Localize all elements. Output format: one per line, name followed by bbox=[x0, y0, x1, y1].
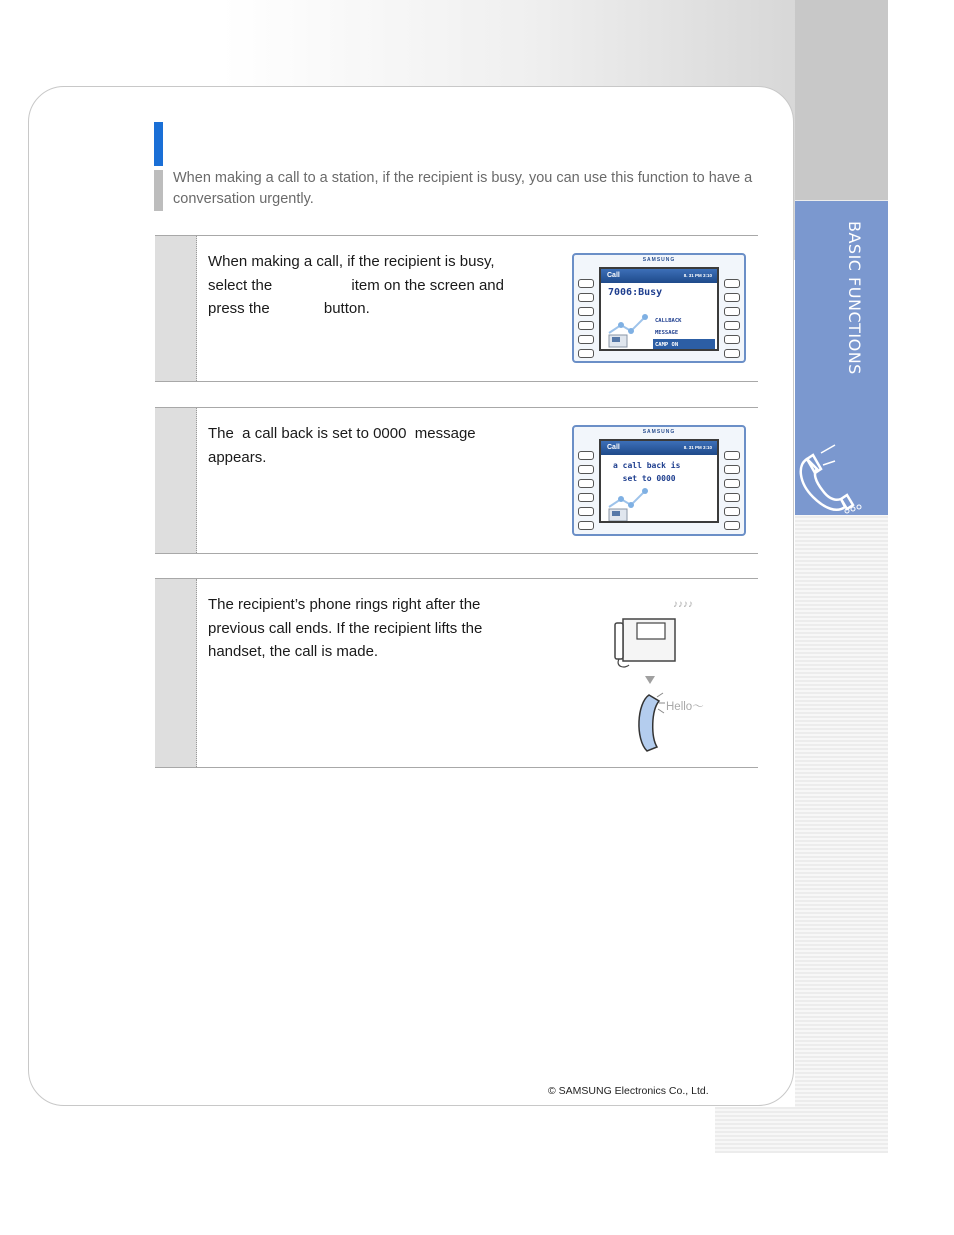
lcd-screen bbox=[599, 267, 719, 351]
step-number-cell bbox=[155, 236, 197, 381]
left-softkeys bbox=[578, 451, 594, 535]
ringing-notes: ♪♪♪♪ bbox=[673, 599, 693, 610]
desk-phone-icon bbox=[611, 611, 681, 671]
step-line: handset, the call is made. bbox=[208, 643, 379, 660]
lcd-header-time: 8. 31 PM 3:10 bbox=[683, 445, 712, 450]
bottom-margin-strip bbox=[715, 1107, 888, 1153]
step-line: The a call back is set to 0000 message bbox=[208, 425, 476, 442]
lcd-menu bbox=[653, 315, 715, 351]
step-line: When making a call, if the recipient is busy, bbox=[208, 253, 495, 270]
step-3 bbox=[155, 578, 758, 768]
step-number-cell bbox=[155, 579, 197, 767]
lcd-header-title: Call bbox=[607, 272, 620, 279]
step-2-text bbox=[208, 422, 538, 469]
step-line: appears. bbox=[208, 448, 267, 466]
intro-text: When making a call to a station, if the recipient is busy, you can use this function to have a conversation urgently. bbox=[173, 170, 753, 207]
busy-status: 7006:Busy bbox=[608, 287, 663, 298]
right-softkeys bbox=[724, 451, 740, 535]
lcd-header-title: Call bbox=[607, 444, 620, 451]
lcd-header-time: 8. 31 PM 3:10 bbox=[683, 273, 712, 278]
phone-display-camp-on bbox=[572, 253, 746, 363]
step-2 bbox=[155, 407, 758, 554]
step-1-text bbox=[208, 250, 538, 321]
arrow-down-icon bbox=[644, 675, 656, 685]
lcd-header bbox=[601, 269, 717, 283]
hello-label: Hello～ bbox=[666, 701, 704, 713]
copyright: © SAMSUNG Electronics Co., Ltd. bbox=[548, 1085, 709, 1097]
menu-item-camp-on[interactable]: CAMP ON bbox=[653, 339, 715, 351]
right-margin-top bbox=[795, 0, 888, 200]
callback-message bbox=[613, 459, 680, 485]
intro-marker bbox=[154, 170, 163, 211]
step-line: The recipient’s phone rings right after the bbox=[208, 596, 481, 613]
network-graphic-icon bbox=[605, 483, 651, 523]
lcd-header bbox=[601, 441, 717, 455]
brand-logo: SAMSUNG bbox=[642, 257, 676, 263]
handset-lifted-icon bbox=[631, 691, 667, 755]
left-softkeys bbox=[578, 279, 594, 363]
brand-logo: SAMSUNG bbox=[642, 429, 676, 435]
lcd-screen bbox=[599, 439, 719, 523]
menu-item-callback[interactable]: CALLBACK bbox=[655, 318, 682, 324]
step-3-text bbox=[208, 593, 538, 664]
section-tab-basic-functions[interactable] bbox=[795, 201, 888, 515]
step-line: select the item on the screen and bbox=[208, 276, 504, 294]
phone-display-callback-set bbox=[572, 425, 746, 536]
step-number-cell bbox=[155, 408, 197, 553]
step-1 bbox=[155, 235, 758, 382]
network-graphic-icon bbox=[605, 309, 651, 349]
title-marker bbox=[154, 122, 163, 166]
message-line: set to 0000 bbox=[622, 474, 676, 483]
message-line: a call back is bbox=[613, 461, 681, 470]
section-tab-label: BASIC FUNCTIONS bbox=[845, 221, 864, 375]
step-line: press the button. bbox=[208, 300, 370, 317]
right-softkeys bbox=[724, 279, 740, 363]
handset-icon bbox=[795, 439, 865, 515]
step-line: previous call ends. If the recipient lifts the bbox=[208, 619, 483, 637]
menu-item-message[interactable]: MESSAGE bbox=[655, 330, 679, 336]
